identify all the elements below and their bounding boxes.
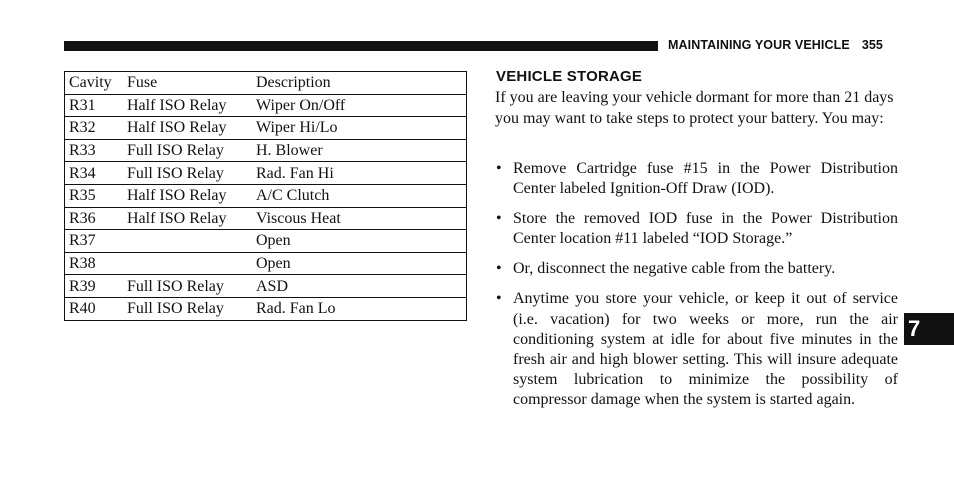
description-cell: Wiper On/Off	[252, 94, 467, 117]
table-row	[65, 184, 467, 207]
bullet-icon: •	[496, 260, 502, 278]
cavity-cell: R39	[65, 275, 124, 298]
intro-paragraph: If you are leaving your vehicle dormant for more than 21 days you may want to take steps to protect your battery. You may:	[495, 89, 894, 127]
fuse-table	[64, 71, 467, 321]
cavity-cell: R38	[65, 252, 124, 275]
fuse-cell	[123, 230, 252, 253]
cavity-cell: R33	[65, 139, 124, 162]
bullet-icon: •	[496, 210, 502, 228]
description-cell: Wiper Hi/Lo	[252, 117, 467, 140]
table-row	[65, 94, 467, 117]
list-item	[495, 289, 898, 410]
chapter-tab: 7	[904, 313, 954, 345]
fuse-cell: Half ISO Relay	[123, 184, 252, 207]
bullet-icon: •	[496, 160, 502, 177]
table-row	[65, 139, 467, 162]
table-row	[65, 117, 467, 140]
list-item	[495, 159, 898, 199]
description-cell: ASD	[252, 275, 467, 298]
column-header-cavity: Cavity	[65, 72, 124, 95]
description-cell: Viscous Heat	[252, 207, 467, 230]
bullet-text: Remove Cartridge fuse #15 in the Power Distribution Center labeled Ignition-Off Draw (IOD).	[513, 160, 898, 198]
description-cell: H. Blower	[252, 139, 467, 162]
fuse-cell	[123, 252, 252, 275]
cavity-cell: R31	[65, 94, 124, 117]
fuse-cell: Full ISO Relay	[123, 297, 252, 320]
cavity-cell: R35	[65, 184, 124, 207]
running-header	[668, 38, 883, 52]
cavity-cell: R37	[65, 230, 124, 253]
column-header-description: Description	[252, 72, 467, 95]
bullet-text: Anytime you store your vehicle, or keep it out of service (i.e. vacation) for two weeks or more, run the air conditioning system at idle for about five minutes in the fresh air and high blower setting. This will insure adequate system lubrication to minimize the possibility of compressor damage when the system is started again.	[513, 290, 898, 409]
table-row	[65, 252, 467, 275]
table-row	[65, 297, 467, 320]
bullet-list	[495, 159, 898, 420]
fuse-cell: Half ISO Relay	[123, 117, 252, 140]
description-cell: Open	[252, 230, 467, 253]
table-header-row	[65, 72, 467, 95]
table-row	[65, 162, 467, 185]
description-cell: Rad. Fan Hi	[252, 162, 467, 185]
list-item	[495, 209, 898, 249]
bullet-icon: •	[496, 290, 502, 308]
table-row	[65, 275, 467, 298]
fuse-cell: Half ISO Relay	[123, 207, 252, 230]
fuse-cell: Half ISO Relay	[123, 94, 252, 117]
cavity-cell: R36	[65, 207, 124, 230]
table-row	[65, 207, 467, 230]
header-title: MAINTAINING YOUR VEHICLE	[668, 38, 850, 52]
cavity-cell: R34	[65, 162, 124, 185]
cavity-cell: R32	[65, 117, 124, 140]
fuse-cell: Full ISO Relay	[123, 275, 252, 298]
cavity-cell: R40	[65, 297, 124, 320]
description-cell: Rad. Fan Lo	[252, 297, 467, 320]
fuse-cell: Full ISO Relay	[123, 139, 252, 162]
column-header-fuse: Fuse	[123, 72, 252, 95]
header-bar	[64, 41, 658, 51]
bullet-text: Store the removed IOD fuse in the Power Distribution Center location #11 labeled “IOD Storage.”	[513, 210, 898, 248]
list-item	[495, 259, 898, 279]
description-cell: A/C Clutch	[252, 184, 467, 207]
page-number: 355	[861, 38, 883, 52]
description-cell: Open	[252, 252, 467, 275]
section-heading: VEHICLE STORAGE	[496, 68, 643, 85]
table-row	[65, 230, 467, 253]
fuse-cell: Full ISO Relay	[123, 162, 252, 185]
bullet-text: Or, disconnect the negative cable from the battery.	[513, 260, 836, 278]
